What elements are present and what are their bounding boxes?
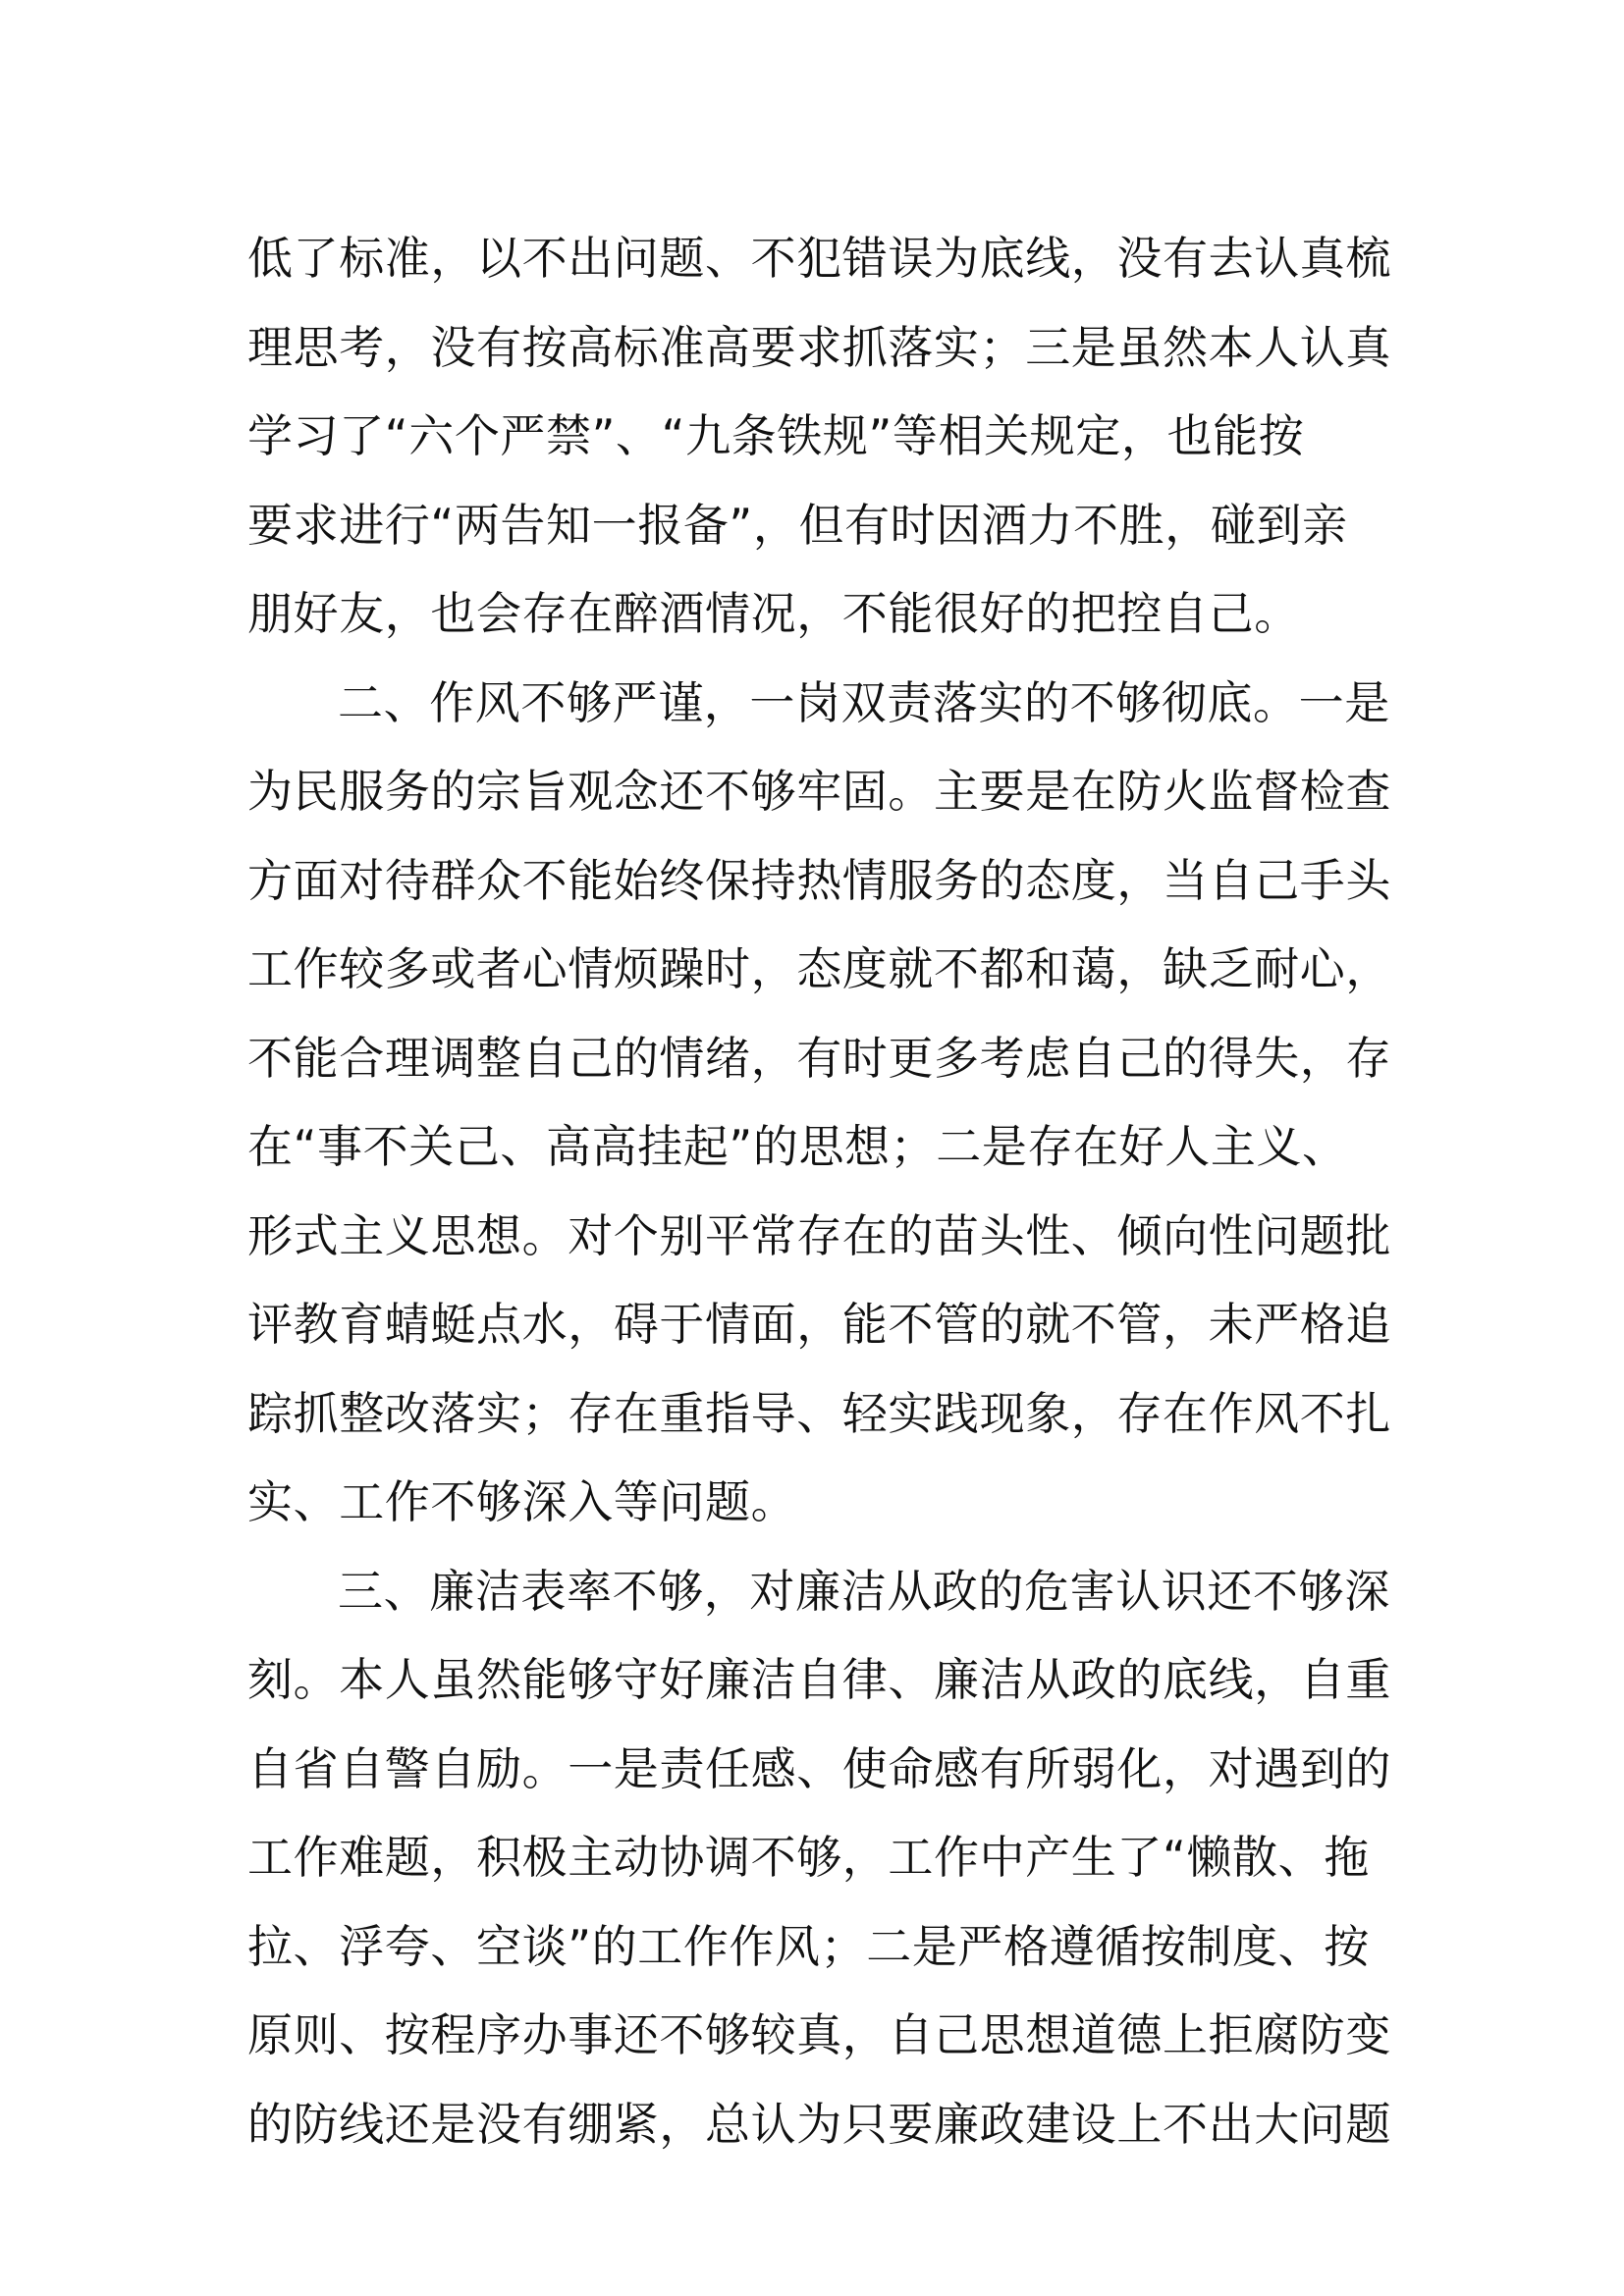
text-line: 理思考，没有按高标准高要求抓落实；三是虽然本人认真: [247, 320, 1391, 374]
text-line: 刻。本人虽然能够守好廉洁自律、廉洁从政的底线，自重: [247, 1653, 1391, 1706]
section-three-heading-line: 三、廉洁表率不够，对廉洁从政的危害认识还不够深: [338, 1564, 1390, 1618]
text-line: 评教育蜻蜓点水，碍于情面，能不管的就不管，未严格追: [247, 1298, 1391, 1351]
text-line: 低了标准，以不出问题、不犯错误为底线，没有去认真梳: [247, 232, 1391, 285]
text-line: 学习了“六个严禁”、“九条铁规”等相关规定，也能按: [247, 409, 1305, 462]
text-line: 踪抓整改落实；存在重指导、轻实践现象，存在作风不扎: [247, 1386, 1391, 1440]
text-line: 原则、按程序办事还不够较真，自己思想道德上拒腐防变: [247, 2008, 1391, 2061]
text-line: 自省自警自励。一是责任感、使命感有所弱化，对遇到的: [247, 1741, 1391, 1795]
text-line: 朋好友，也会存在醉酒情况，不能很好的把控自己。: [247, 587, 1300, 640]
text-line: 方面对待群众不能始终保持热情服务的态度，当自己手头: [247, 853, 1391, 907]
text-line: 拉、浮夸、空谈”的工作作风；二是严格遵循按制度、按: [247, 1919, 1370, 1973]
text-line: 实、工作不够深入等问题。: [247, 1475, 797, 1528]
text-line: 为民服务的宗旨观念还不够牢固。主要是在防火监督检查: [247, 765, 1391, 818]
text-line: 要求进行“两告知一报备”，但有时因酒力不胜，碰到亲: [247, 498, 1348, 552]
text-line: 不能合理调整自己的情绪，有时更多考虑自己的得失，存: [247, 1031, 1391, 1085]
text-line: 形式主义思想。对个别平常存在的苗头性、倾向性问题批: [247, 1208, 1391, 1262]
text-line: 的防线还是没有绷紧，总认为只要廉政建设上不出大问题: [247, 2097, 1391, 2151]
text-line: 工作难题，积极主动协调不够，工作中产生了“懒散、拖: [247, 1831, 1370, 1884]
section-two-heading-line: 二、作风不够严谨，一岗双责落实的不够彻底。一是: [338, 675, 1390, 729]
document-body: [247, 214, 1391, 2168]
text-line: 工作较多或者心情烦躁时，态度就不都和蔼，缺乏耐心，: [247, 942, 1391, 995]
text-line: 在“事不关己、高高挂起”的思想；二是存在好人主义、: [247, 1120, 1348, 1173]
